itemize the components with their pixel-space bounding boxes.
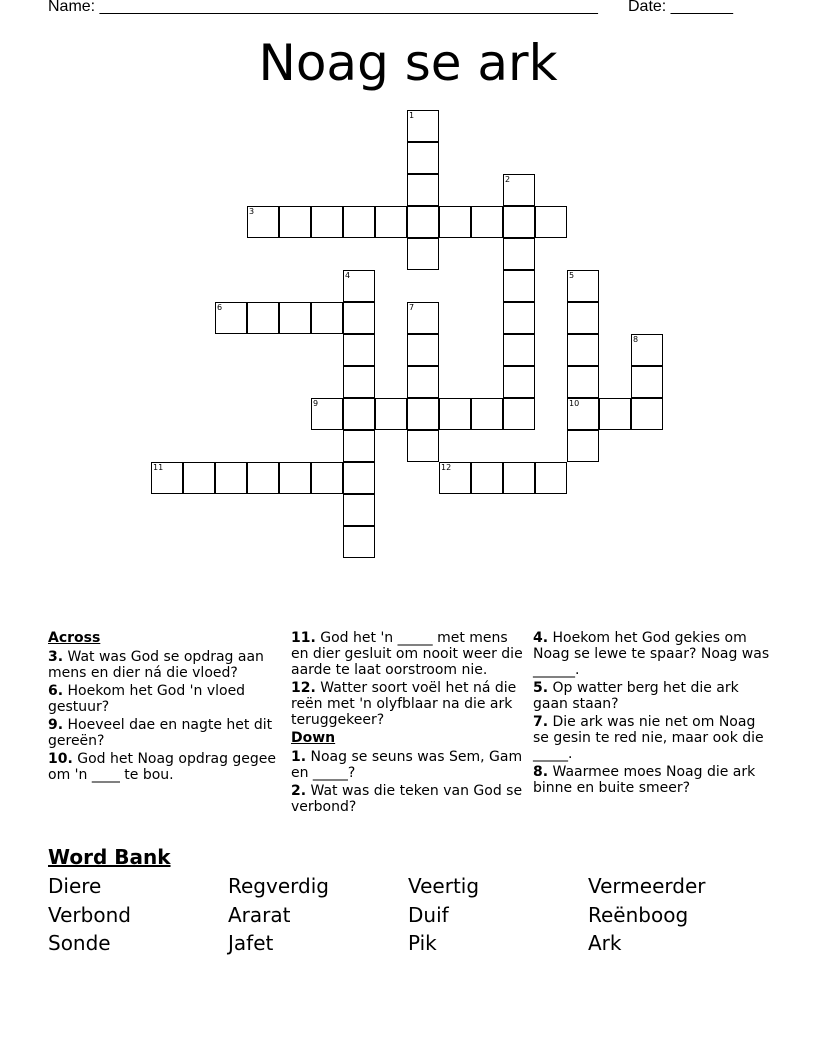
word-bank-word: Ararat	[228, 903, 291, 927]
clue-number: 3.	[48, 649, 64, 665]
crossword-cell[interactable]	[343, 366, 375, 398]
crossword-cell[interactable]	[631, 334, 663, 366]
crossword-cell[interactable]	[503, 206, 535, 238]
crossword-cell[interactable]	[503, 398, 535, 430]
crossword-cell[interactable]	[407, 238, 439, 270]
crossword-cell[interactable]	[471, 462, 503, 494]
crossword-cell[interactable]	[631, 366, 663, 398]
crossword-cell[interactable]	[343, 398, 375, 430]
crossword-cell[interactable]	[375, 206, 407, 238]
clues-column-3	[533, 630, 773, 798]
crossword-cell[interactable]	[343, 302, 375, 334]
crossword-cell[interactable]	[343, 334, 375, 366]
word-bank-word: Vermeerder	[588, 874, 706, 898]
crossword-cell[interactable]	[407, 302, 439, 334]
clues-column-2	[291, 630, 527, 817]
crossword-cell[interactable]	[567, 398, 599, 430]
crossword-cell[interactable]	[311, 462, 343, 494]
crossword-cell[interactable]	[247, 462, 279, 494]
clue-number: 1.	[291, 749, 307, 765]
clue-down-5	[533, 680, 773, 712]
clue-text: Watter soort voël het ná die reën met 'n olyfblaar na die ark teruggekeer?	[291, 680, 517, 728]
crossword-cell[interactable]	[439, 398, 471, 430]
crossword-cell[interactable]	[343, 526, 375, 558]
clue-across-9	[48, 717, 280, 749]
cell-number: 12	[441, 463, 452, 472]
across-heading: Across	[48, 630, 101, 646]
clue-across-6	[48, 683, 280, 715]
clue-text: Op watter berg het die ark gaan staan?	[533, 680, 739, 712]
clue-number: 7.	[533, 714, 549, 730]
clue-number: 2.	[291, 783, 307, 799]
clue-across-10	[48, 751, 280, 783]
clue-number: 9.	[48, 717, 64, 733]
clue-number: 11.	[291, 630, 316, 646]
crossword-cell[interactable]	[503, 366, 535, 398]
word-bank-word: Duif	[408, 903, 449, 927]
clue-across-12	[291, 680, 527, 728]
clue-down-8	[533, 764, 773, 796]
word-bank-word: Sonde	[48, 931, 111, 955]
clue-across-3	[48, 649, 280, 681]
crossword-cell[interactable]	[151, 462, 183, 494]
crossword-cell[interactable]	[247, 206, 279, 238]
clue-text: Wat was God se opdrag aan mens en dier ná die vloed?	[48, 649, 264, 681]
crossword-cell[interactable]	[503, 462, 535, 494]
crossword-cell[interactable]	[503, 302, 535, 334]
crossword-cell[interactable]	[215, 462, 247, 494]
cell-number: 8	[633, 335, 639, 344]
clue-text: Die ark was nie net om Noag se gesin te red nie, maar ook die _____.	[533, 714, 764, 762]
date-field-label: Date: _______	[628, 0, 733, 15]
crossword-cell[interactable]	[503, 238, 535, 270]
crossword-cell[interactable]	[631, 398, 663, 430]
crossword-cell[interactable]	[407, 206, 439, 238]
cell-number: 11	[153, 463, 164, 472]
cell-number: 6	[217, 303, 223, 312]
down-heading: Down	[291, 730, 336, 746]
page-title: Noag se ark	[258, 34, 558, 92]
cell-number: 2	[505, 175, 511, 184]
cell-number: 9	[313, 399, 319, 408]
clues-column-1	[48, 630, 280, 785]
crossword-cell[interactable]	[311, 302, 343, 334]
cell-number: 10	[569, 399, 580, 408]
clue-across-11	[291, 630, 527, 678]
crossword-cell[interactable]	[567, 430, 599, 462]
clue-down-2	[291, 783, 527, 815]
word-bank-word: Reënboog	[588, 903, 689, 927]
crossword-cell[interactable]	[279, 302, 311, 334]
crossword-cell[interactable]	[407, 142, 439, 174]
crossword-cell[interactable]	[247, 302, 279, 334]
crossword-cell[interactable]	[599, 398, 631, 430]
word-bank-word: Pik	[408, 931, 437, 955]
crossword-cell[interactable]	[279, 206, 311, 238]
cell-number: 1	[409, 111, 415, 120]
crossword-cell[interactable]	[407, 430, 439, 462]
clue-number: 10.	[48, 751, 73, 767]
crossword-cell[interactable]	[535, 206, 567, 238]
word-bank-word: Regverdig	[228, 874, 329, 898]
clue-number: 5.	[533, 680, 549, 696]
crossword-cell[interactable]	[343, 430, 375, 462]
crossword-cell[interactable]	[567, 366, 599, 398]
crossword-cell[interactable]	[535, 462, 567, 494]
clue-number: 4.	[533, 630, 549, 646]
cell-number: 7	[409, 303, 415, 312]
crossword-cell[interactable]	[567, 302, 599, 334]
clue-number: 6.	[48, 683, 64, 699]
clue-down-1	[291, 749, 527, 781]
name-field-label: Name: ________________________________________________________	[48, 0, 598, 15]
crossword-cell[interactable]	[471, 398, 503, 430]
crossword-cell[interactable]	[407, 174, 439, 206]
word-bank-word: Veertig	[408, 874, 480, 898]
crossword-cell[interactable]	[343, 494, 375, 526]
crossword-cell[interactable]	[503, 174, 535, 206]
crossword-cell[interactable]	[567, 270, 599, 302]
crossword-cell[interactable]	[503, 334, 535, 366]
cell-number: 4	[345, 271, 351, 280]
cell-number: 3	[249, 207, 255, 216]
clue-down-4	[533, 630, 773, 678]
clue-text: Hoekom het God gekies om Noag se lewe te spaar? Noag was ______.	[533, 630, 770, 678]
word-bank-title: Word Bank	[48, 845, 171, 869]
crossword-cell[interactable]	[343, 206, 375, 238]
clue-number: 8.	[533, 764, 549, 780]
clue-text: God het Noag opdrag gegee om 'n ____ te bou.	[48, 751, 277, 783]
clue-down-7	[533, 714, 773, 762]
crossword-cell[interactable]	[439, 206, 471, 238]
crossword-cell[interactable]	[215, 302, 247, 334]
clue-text: Hoeveel dae en nagte het dit gereën?	[48, 717, 273, 749]
clue-number: 12.	[291, 680, 316, 696]
crossword-cell[interactable]	[311, 398, 343, 430]
crossword-cell[interactable]	[407, 398, 439, 430]
word-bank-word: Jafet	[228, 931, 274, 955]
crossword-cell[interactable]	[279, 462, 311, 494]
crossword-cell[interactable]	[183, 462, 215, 494]
crossword-cell[interactable]	[407, 334, 439, 366]
crossword-cell[interactable]	[343, 462, 375, 494]
word-bank-word: Diere	[48, 874, 102, 898]
word-bank-word: Verbond	[48, 903, 131, 927]
crossword-cell[interactable]	[375, 398, 407, 430]
crossword-cell[interactable]	[439, 462, 471, 494]
cell-number: 5	[569, 271, 575, 280]
crossword-cell[interactable]	[343, 270, 375, 302]
word-bank-word: Ark	[588, 931, 622, 955]
crossword-cell[interactable]	[471, 206, 503, 238]
clue-text: Waarmee moes Noag die ark binne en buite smeer?	[533, 764, 756, 796]
clue-text: Hoekom het God 'n vloed gestuur?	[48, 683, 246, 715]
clue-text: Wat was die teken van God se verbond?	[291, 783, 523, 815]
clue-text: God het 'n _____ met mens en dier gesluit om nooit weer die aarde te laat oorstroom nie.	[291, 630, 523, 678]
crossword-cell[interactable]	[503, 270, 535, 302]
crossword-cell[interactable]	[407, 366, 439, 398]
crossword-cell[interactable]	[407, 110, 439, 142]
crossword-cell[interactable]	[311, 206, 343, 238]
clue-text: Noag se seuns was Sem, Gam en _____?	[291, 749, 523, 781]
crossword-cell[interactable]	[567, 334, 599, 366]
